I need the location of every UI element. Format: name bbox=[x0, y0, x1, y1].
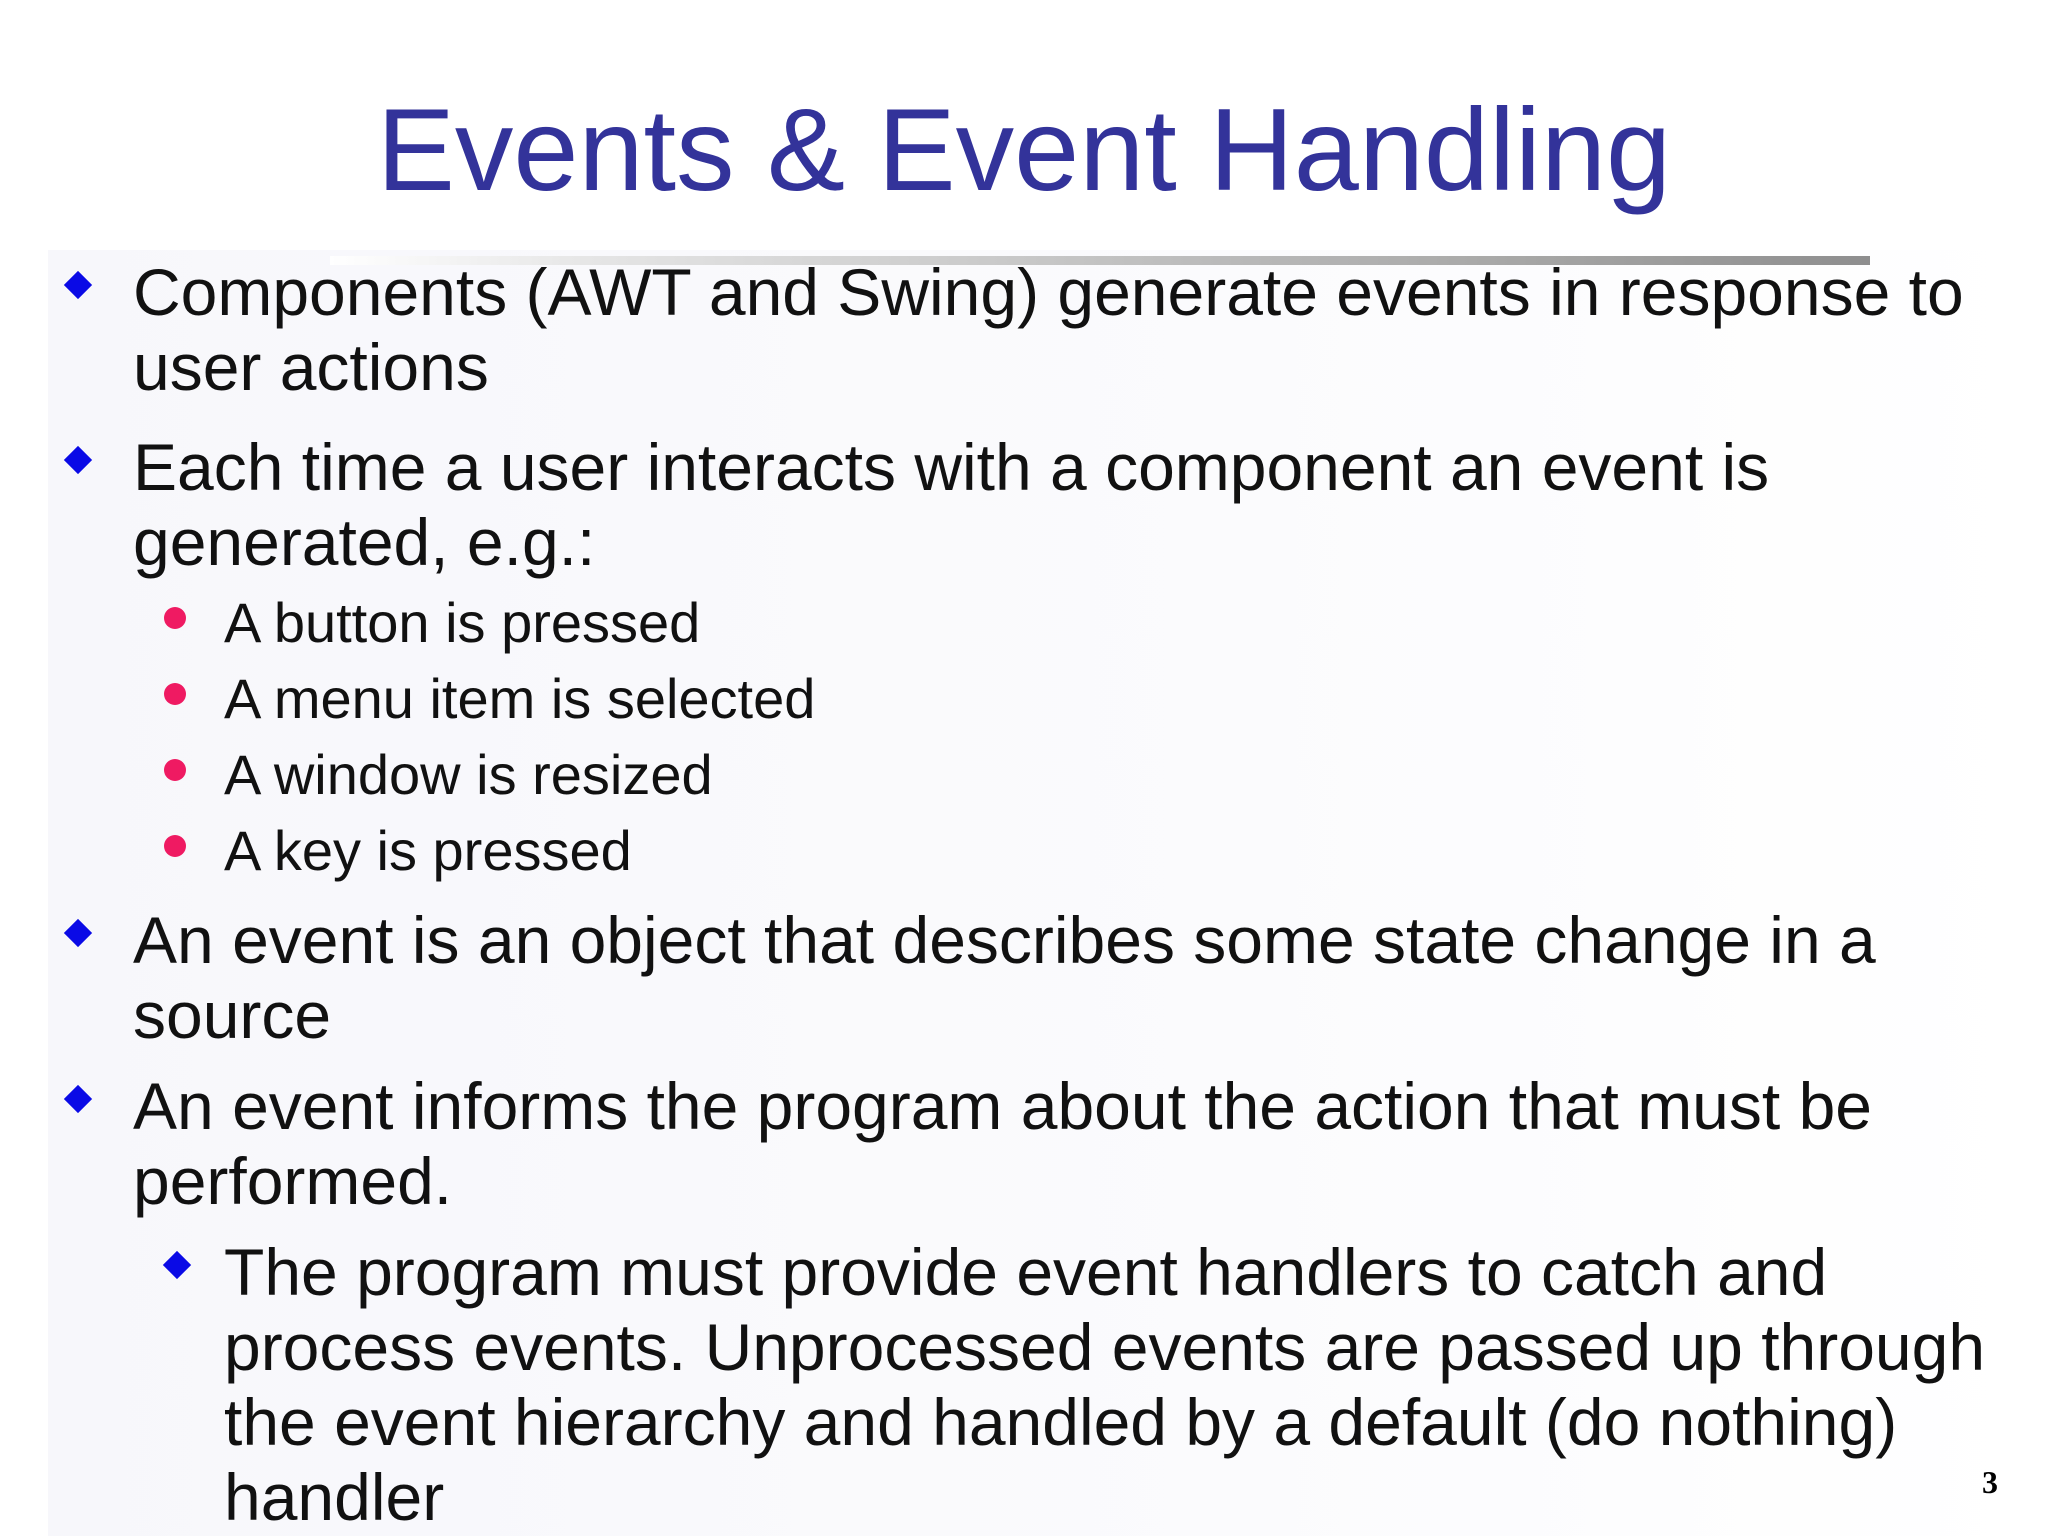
bullet-item-3 bbox=[133, 903, 2013, 1053]
dot-bullet-icon bbox=[164, 759, 186, 781]
sub-bullet-item-4 bbox=[224, 813, 1524, 889]
sub-bullet-item-1 bbox=[224, 585, 1524, 661]
sub-bullet-item-2 bbox=[224, 661, 1524, 737]
diamond-bullet-icon bbox=[64, 1085, 92, 1113]
sub-bullet-item-3 bbox=[224, 737, 1524, 813]
diamond-bullet-icon bbox=[64, 271, 92, 299]
sub-bullet-text: A button is pressed bbox=[224, 591, 701, 654]
bullet-text: Each time a user interacts with a component an event is generated, e.g.: bbox=[133, 430, 1770, 579]
bullet-text: Components (AWT and Swing) generate events in response to user actions bbox=[133, 255, 1964, 404]
dot-bullet-icon bbox=[164, 607, 186, 629]
diamond-bullet-icon bbox=[64, 446, 92, 474]
sub-bullet-text: A window is resized bbox=[224, 743, 713, 806]
bullet-text: An event informs the program about the action that must be performed. bbox=[133, 1069, 1872, 1218]
diamond-bullet-icon bbox=[64, 919, 92, 947]
sub-bullet-text: The program must provide event handlers to catch and process events. Unprocessed events are passed up through the event hierarchy and handled by a default (do nothing) handler bbox=[224, 1235, 1986, 1534]
bullet-text: An event is an object that describes some state change in a source bbox=[133, 903, 1876, 1052]
dot-bullet-icon bbox=[164, 835, 186, 857]
bullet-item-2 bbox=[133, 430, 2013, 580]
diamond-bullet-icon bbox=[163, 1251, 191, 1279]
bullet-item-1 bbox=[133, 255, 2013, 405]
sub-bullet-text: A key is pressed bbox=[224, 819, 632, 882]
dot-bullet-icon bbox=[164, 683, 186, 705]
sub-bullet-item-5 bbox=[224, 1235, 2004, 1535]
sub-bullet-text: A menu item is selected bbox=[224, 667, 816, 730]
slide-title: Events & Event Handling bbox=[376, 84, 1672, 215]
page-number: 3 bbox=[1982, 1464, 1998, 1500]
bullet-item-4 bbox=[133, 1069, 2013, 1219]
